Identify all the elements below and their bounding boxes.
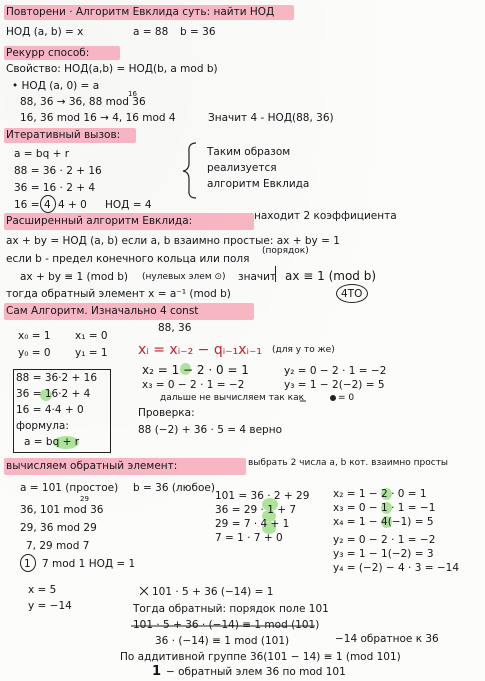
coef-y2: y₂ = 0 − 2 · 1 = −2: [333, 534, 436, 546]
check-label: Проверка:: [138, 407, 195, 419]
rec-step-4: 7 mod 1 НОД = 1: [42, 558, 136, 570]
y-result: y = −14: [28, 600, 72, 612]
base-case: • НОД (a, 0) = a: [12, 80, 100, 92]
div-eq-2: 36 = 29 · 1 + 7: [215, 504, 297, 516]
recursion-result: Значит 4 - НОД(88, 36): [208, 112, 334, 124]
note-line-1: Таким образом: [207, 146, 291, 158]
summary-line-1: 88 = 36·2 + 16: [16, 372, 98, 384]
coef-x4: x₄ = 1 − 4(−1) = 5: [333, 516, 434, 528]
check-expression: 88 (−2) + 36 · 5 = 4 верно: [138, 424, 282, 436]
rec-step-1: 36, 101 mod 36: [20, 504, 104, 516]
stop-note-tail: = 0: [338, 393, 355, 403]
x3-calc: x₃ = 0 − 2 · 1 = −2: [142, 379, 245, 391]
iter-formula: a = bq + r: [14, 148, 70, 160]
a-value: a = 88: [133, 26, 169, 38]
extended-line-2: если b - предел конечного кольца или поля: [6, 253, 250, 265]
y0: y₀ = 0: [18, 347, 51, 359]
x-result: x = 5: [28, 584, 57, 596]
final-check: 101 · 5 + 36 (−14) = 1: [152, 586, 274, 598]
iter-step-3-right: 4 + 0: [58, 199, 87, 211]
section-title-recursive: Рекурр способ:: [6, 47, 90, 59]
x2-calc: x₂ = 1 − 2 · 0 = 1: [142, 363, 249, 377]
coef-y4: y₄ = (−2) − 4 · 3 = −14: [333, 562, 460, 574]
section-title-repeat: Повторени · Алгоритм Евклида суть: найти НОД: [6, 6, 275, 18]
note-line-3: алгоритм Евклида: [207, 178, 310, 190]
rec-step-1-note: 29: [80, 495, 89, 503]
section-title-extended: Расширенный алгоритм Евклида:: [6, 215, 193, 227]
extended-line-1: ax + by = НОД (a, b) если a, b взаимно простые: ax + by = 1: [6, 235, 340, 247]
iter-nod-result: НОД = 4: [105, 199, 152, 211]
summary-line-5: a = bq + r: [24, 436, 80, 448]
rec-step-3: 7, 29 mod 7: [26, 540, 90, 552]
rec-step-4-circled: 1: [24, 558, 31, 570]
iter-step-2: 36 = 16 · 2 + 4: [14, 182, 96, 194]
recursion-step-2: 16, 36 mod 16 → 4, 16 mod 4: [20, 112, 176, 124]
additive-group-line: По аддитивной группе 36(101 − 14) ≡ 1 (mod 101): [120, 651, 401, 663]
nod-definition: НОД (a, b) = x: [6, 26, 84, 38]
rec-step-2: 29, 36 mod 29: [20, 522, 97, 534]
x1: x₁ = 0: [75, 330, 108, 342]
coef-x3: x₃ = 0 − 1 · 1 = −1: [333, 502, 436, 514]
coef-y3: y₃ = 1 − 1(−2) = 3: [333, 548, 434, 560]
iter-step-3-circled: 4: [44, 199, 51, 211]
final-inverse-number: 1: [152, 664, 162, 679]
b-any: b = 36 (любое): [133, 482, 215, 494]
iter-step-1: 88 = 36 · 2 + 16: [14, 165, 102, 177]
x0: x₀ = 1: [18, 330, 51, 342]
y1: y₁ = 1: [75, 347, 108, 359]
recursion-step-1-note: 16: [128, 90, 137, 98]
section-title-algorithm: Сам Алгоритм. Изначально 4 const: [6, 305, 199, 317]
property-line: Свойство: НОД(a,b) = НОД(b, a mod b): [6, 63, 218, 75]
extended-title-tail: находит 2 коэффициента: [254, 210, 397, 222]
extended-line-4-circled: 4TO: [341, 288, 363, 300]
final-conclusion: − обратный элем 36 по mod 101: [166, 666, 346, 678]
extended-key-result: ax ≡ 1 (mod b): [285, 269, 377, 283]
cross-mark: [140, 587, 148, 595]
a-prime: a = 101 (простое): [20, 482, 119, 494]
recurrence-formula: xᵢ = xᵢ₋₂ − qᵢ₋₁xᵢ₋₁: [138, 342, 263, 358]
section-title-inverse: вычисляем обратный элемент:: [6, 460, 178, 472]
extended-line-3-mid: значит: [238, 271, 277, 283]
star-mark: [330, 395, 336, 401]
summary-line-4: формула:: [16, 420, 69, 432]
div-eq-3: 29 = 7 · 4 + 1: [215, 518, 290, 530]
extended-line-4: тогда обратный элемент x = a⁻¹ (mod b): [6, 288, 231, 300]
summary-line-3: 16 = 4·4 + 0: [16, 404, 84, 416]
final-congruence-2-tail: −14 обратное к 36: [335, 633, 439, 645]
note-line-2: реализуется: [207, 162, 277, 174]
div-eq-1: 101 = 36 · 2 + 29: [215, 490, 310, 502]
extended-line-3-note: (нулевых элем ⊙): [142, 272, 226, 282]
stop-note: дальше не вычисляем так как: [160, 393, 305, 403]
final-congruence-1: 101 · 5 + 36 · (−14) ≡ 1 mod (101): [133, 619, 320, 631]
recursion-step-1: 88, 36 → 36, 88 mod 36: [20, 96, 146, 108]
y2-calc: y₂ = 0 − 2 · 1 = −2: [284, 365, 387, 377]
final-inverse-label: Тогда обратный: порядок поле 101: [133, 603, 329, 615]
b-value: b = 36: [180, 26, 216, 38]
extended-line-3: ax + by ≡ 1 (mod b): [20, 271, 129, 283]
algorithm-pair: 88, 36: [158, 322, 192, 334]
final-congruence-2: 36 · (−14) ≡ 1 mod (101): [155, 635, 290, 647]
iter-step-3-left: 16 =: [14, 199, 40, 211]
div-eq-4: 7 = 1 · 7 + 0: [215, 532, 283, 544]
summary-line-2: 36 = 16·2 + 4: [16, 388, 91, 400]
section-title-iterative: Итеративный вызов:: [6, 129, 121, 141]
inverse-title-tail: выбрать 2 числа a, b кот. взаимно просты: [248, 458, 449, 468]
recurrence-note: (для y то же): [272, 345, 335, 355]
coef-x2: x₂ = 1 − 2 · 0 = 1: [333, 488, 427, 500]
y3-calc: y₃ = 1 − 2(−2) = 5: [284, 379, 385, 391]
curly-brace: [183, 143, 196, 198]
extended-line-2-note: (порядок): [262, 246, 309, 256]
